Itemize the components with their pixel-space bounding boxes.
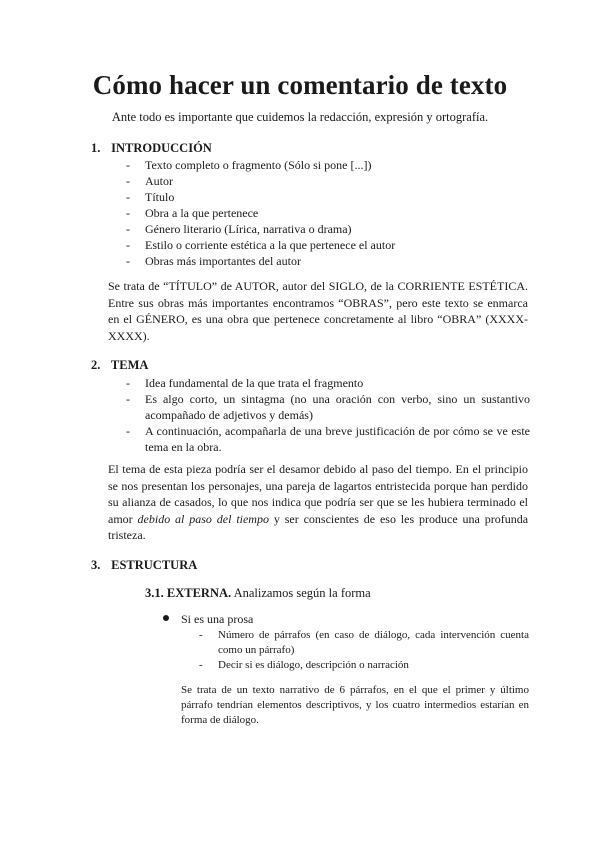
section-heading-introduccion	[91, 141, 212, 156]
tema-paragraph-text: El tema de esta pieza podría ser el desamor debido al paso del tiempo. En el principio se nos presentan los personajes, una pareja de lagartos entristecida porque han perdido su alianza de casados, lo que nos indica que podría ser que se les hubiera terminado el amor	[108, 462, 528, 526]
intro-note: Ante todo es importante que cuidemos la redacción, expresión y ortografía.	[111, 110, 489, 124]
section-title: ESTRUCTURA	[111, 558, 198, 572]
list-item: - Obras más importantes del autor	[126, 253, 395, 269]
list-item: - Texto completo o fragmento (Sólo si pone [...])	[126, 157, 395, 173]
page-title: Cómo hacer un comentario de texto	[92, 70, 508, 100]
section-number: 2.	[91, 358, 101, 372]
bullet-dot-icon	[163, 615, 169, 621]
list-item: - Idea fundamental de la que trata el fragmento	[126, 375, 530, 391]
estructura-example-paragraph: Se trata de un texto narrativo de 6 párrafos, en el que el primer y último párrafo tendrían elementos descriptivos, y los cuatro intermedios estarían en forma de diálogo.	[181, 684, 529, 726]
prosa-sublist	[199, 628, 529, 673]
subsection-heading-externa	[145, 586, 371, 601]
list-item: - Título	[126, 189, 395, 205]
subsection-text: Analizamos según la forma	[233, 586, 371, 600]
list-item: - A continuación, acompañarla de una breve justificación de por cómo se ve este tema en la obra.	[126, 423, 530, 455]
list-item: - Decir si es diálogo, descripción o narración	[199, 658, 529, 673]
subsection-label: 3.1. EXTERNA.	[145, 586, 232, 600]
tema-paragraph-emphasis: debido al paso del tiempo	[137, 511, 269, 526]
section-title: TEMA	[110, 358, 149, 372]
section-heading-tema	[91, 358, 148, 373]
section-title: INTRODUCCIÓN	[111, 141, 212, 155]
introduccion-paragraph: Se trata de “TÍTULO” de AUTOR, autor del SIGLO, de la CORRIENTE ESTÉTICA. Entre sus obras más importantes encontramos “OBRAS”, pero este texto se enmarca en el GÉNERO, es una obra que pertenece concretamente al libro “OBRA” (XXXX-XXXX).	[108, 279, 528, 343]
list-item: - Número de párrafos (en caso de diálogo, cada intervención cuenta como un párrafo)	[199, 628, 529, 658]
section-number: 1.	[91, 141, 101, 155]
list-item: - Es algo corto, un sintagma (no una oración con verbo, sino un sustantivo acompañado de adjetivos y demás)	[126, 391, 530, 423]
section-number: 3.	[91, 558, 101, 572]
list-item: - Estilo o corriente estética a la que pertenece el autor	[126, 237, 395, 253]
section-heading-estructura	[91, 558, 197, 573]
bullet-item	[163, 612, 253, 627]
tema-list	[126, 375, 530, 455]
list-item: - Género literario (Lírica, narrativa o drama)	[126, 221, 395, 237]
list-item: - Autor	[126, 173, 395, 189]
bullet-text: Si es una prosa	[181, 612, 254, 626]
tema-paragraph-text-end: y ser conscientes de eso les produce una profunda tristeza.	[108, 511, 529, 542]
tema-paragraph	[108, 461, 528, 544]
list-item: - Obra a la que pertenece	[126, 205, 395, 221]
introduccion-list	[126, 157, 395, 269]
